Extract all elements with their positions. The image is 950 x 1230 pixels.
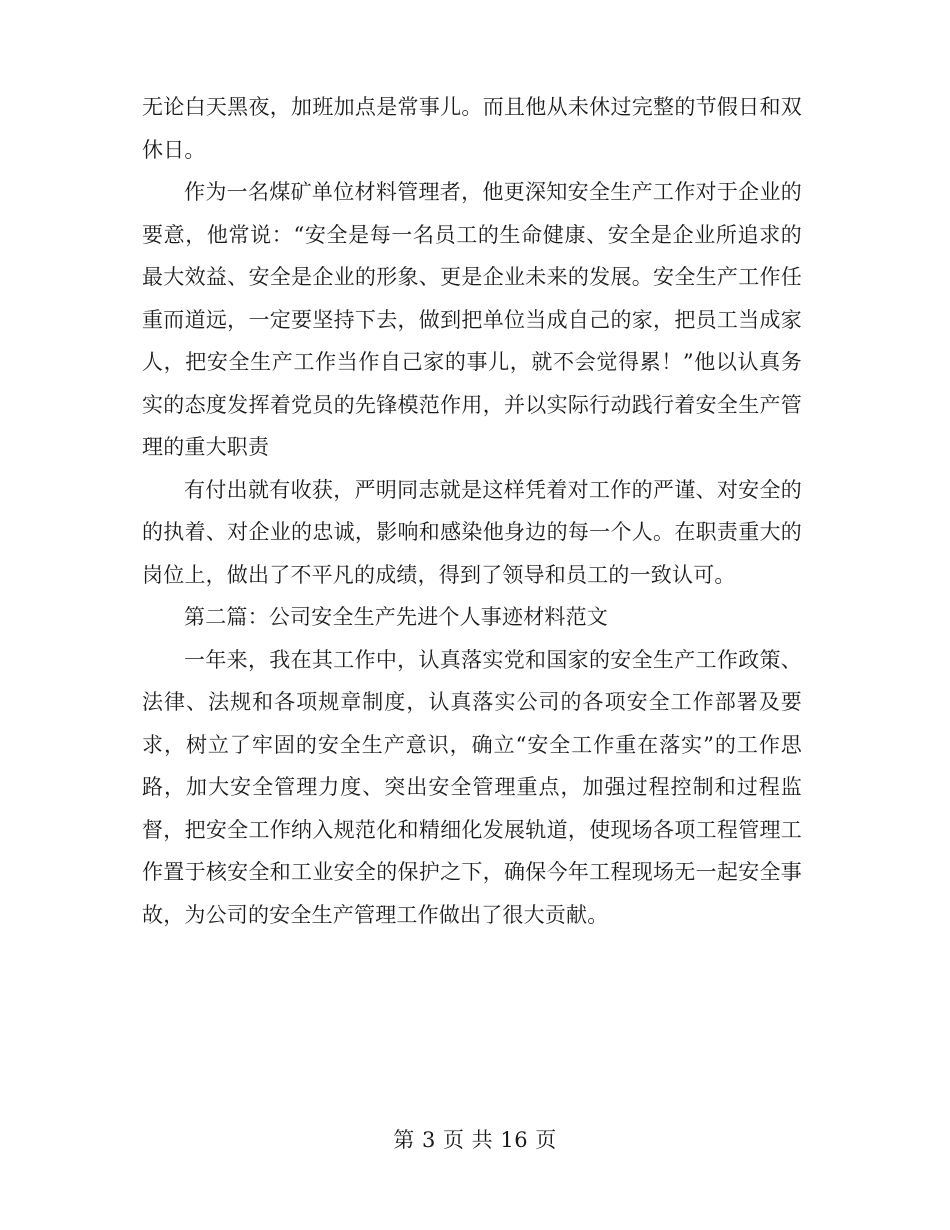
page-number-footer: 第 3 页 共 16 页 [393,1128,557,1152]
paragraph-annual-work: 一年来，我在其工作中，认真落实党和国家的安全生产工作政策、法律、法规和各项规章制度，认真落实公司的各项安全工作部署及要求，树立了牢固的安全生产意识，确立“安全工作重在落实”的工作思路，加大安全管理力度、突出安全管理重点，加强过程控制和过程监督，把安全工作纳入规范化和精细化发展轨道，使现场各项工程管理工作置于核安全和工业安全的保护之下，确保今年工程现场无一起安全事故，为公司的安全生产管理工作做出了很大贡献。 [142,647,802,927]
paragraph-continuation: 无论白天黑夜，加班加点是常事儿。而且他从未休过完整的节假日和双休日。 [142,95,802,162]
paragraph-safety-importance: 作为一名煤矿单位材料管理者，他更深知安全生产工作对于企业的要意，他常说：“安全是每一名员工的生命健康、安全是企业所追求的最大效益、安全是企业的形象、更是企业未来的发展。安全生产工作任重而道远，一定要坚持下去，做到把单位当成自己的家，把员工当成家人，把安全生产工作当作自己家的事儿，就不会觉得累！”他以认真务实的态度发挥着党员的先锋模范作用，并以实际行动践行着安全生产管理的重大职责 [142,180,802,459]
section-heading: 第二篇：公司安全生产先进个人事迹材料范文 [184,605,608,629]
document-body [142,86,802,936]
paragraph-achievement: 有付出就有收获，严明同志就是这样凭着对工作的严谨、对安全的的执着、对企业的忠诚，影响和感染他身边的每一个人。在职责重大的岗位上，做出了不平凡的成绩，得到了领导和员工的一致认可。 [142,477,802,587]
